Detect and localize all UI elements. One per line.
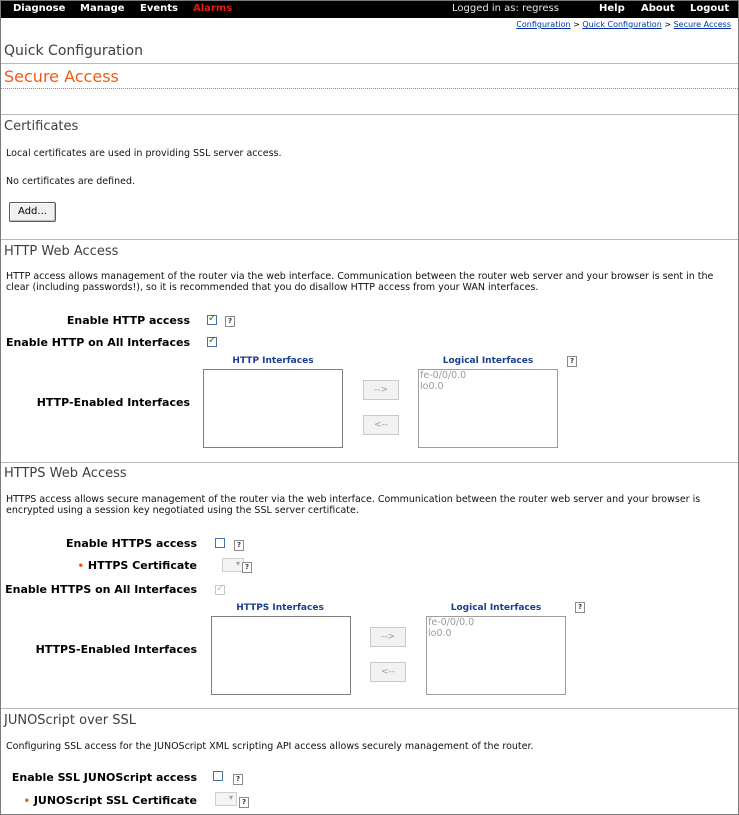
https-enabled-interfaces-label: HTTPS-Enabled Interfaces bbox=[35, 643, 197, 656]
enable-http-checkbox[interactable] bbox=[207, 315, 217, 325]
certificates-description: Local certificates are used in providing SSL server access. bbox=[6, 148, 282, 159]
menu-events[interactable]: Events bbox=[140, 3, 178, 14]
https-certificate-label bbox=[1, 559, 197, 572]
certificates-heading: Certificates bbox=[4, 119, 79, 134]
https-certificate-select[interactable] bbox=[222, 558, 244, 572]
menu-diagnose[interactable]: Diagnose bbox=[13, 3, 66, 14]
enable-https-all-label: Enable HTTPS on All Interfaces bbox=[5, 583, 197, 596]
https-logical-interfaces-list[interactable] bbox=[426, 616, 566, 695]
page-subtitle: Secure Access bbox=[4, 67, 119, 86]
about-link[interactable]: About bbox=[641, 3, 675, 14]
https-logical-interfaces-header: Logical Interfaces bbox=[450, 603, 542, 613]
breadcrumb-quick-configuration[interactable]: Quick Configuration bbox=[582, 20, 662, 29]
add-certificate-button[interactable]: Add... bbox=[9, 202, 56, 222]
title-divider bbox=[1, 63, 738, 64]
list-item[interactable]: lo0.0 bbox=[428, 628, 452, 639]
enable-http-all-checkbox[interactable] bbox=[207, 337, 217, 347]
required-marker: • bbox=[77, 561, 85, 572]
certificates-status: No certificates are defined. bbox=[6, 176, 136, 187]
enable-http-all-label: Enable HTTP on All Interfaces bbox=[6, 336, 190, 349]
help-icon[interactable]: ? bbox=[567, 356, 577, 367]
enable-https-checkbox[interactable] bbox=[215, 538, 225, 548]
section-divider bbox=[1, 114, 738, 115]
help-link[interactable]: Help bbox=[599, 3, 625, 14]
menu-manage[interactable]: Manage bbox=[80, 3, 125, 14]
https-description: HTTPS access allows secure management of the router via the web interface. Communication between the router web server and your browser is encrypted using a session key negotiated using the SSL server certificate. bbox=[6, 494, 701, 516]
https-heading: HTTPS Web Access bbox=[4, 466, 127, 481]
subtitle-divider bbox=[1, 88, 738, 89]
menu-alarms[interactable]: Alarms bbox=[193, 3, 233, 14]
help-icon[interactable]: ? bbox=[575, 602, 585, 613]
breadcrumb-separator: > bbox=[573, 20, 580, 29]
http-logical-interfaces-list[interactable] bbox=[418, 369, 558, 448]
junoscript-certificate-select[interactable] bbox=[215, 792, 237, 806]
http-enabled-interfaces-label: HTTP-Enabled Interfaces bbox=[36, 396, 190, 409]
top-navigation-bar bbox=[1, 1, 738, 18]
junoscript-certificate-text: JUNOScript SSL Certificate bbox=[33, 794, 197, 807]
help-icon[interactable]: ? bbox=[234, 540, 244, 551]
http-description: HTTP access allows management of the router via the web interface. Communication between the router web server and your browser is sent in the clear (including passwords!), so it is recommended that you do disallow HTTP access from your WAN interfaces. bbox=[6, 271, 714, 293]
breadcrumb-separator: > bbox=[664, 20, 672, 29]
enable-http-label: Enable HTTP access bbox=[66, 314, 190, 327]
page-title: Quick Configuration bbox=[4, 43, 143, 59]
breadcrumb-configuration[interactable]: Configuration bbox=[516, 20, 571, 29]
logged-in-text: Logged in as: regress bbox=[452, 3, 559, 14]
junoscript-heading: JUNOScript over SSL bbox=[4, 713, 137, 728]
https-certificate-text: HTTPS Certificate bbox=[87, 559, 197, 572]
list-item[interactable]: fe-0/0/0.0 bbox=[420, 370, 467, 381]
http-remove-interface-button[interactable]: <-- bbox=[363, 415, 399, 435]
enable-https-label: Enable HTTPS access bbox=[65, 537, 197, 550]
list-item[interactable]: fe-0/0/0.0 bbox=[428, 617, 475, 628]
help-icon[interactable]: ? bbox=[233, 774, 243, 785]
http-interfaces-list[interactable] bbox=[203, 369, 343, 448]
section-divider bbox=[1, 239, 738, 240]
breadcrumb bbox=[516, 20, 731, 29]
http-logical-interfaces-header: Logical Interfaces bbox=[442, 356, 534, 366]
help-icon[interactable]: ? bbox=[239, 797, 249, 808]
enable-ssl-junoscript-checkbox[interactable] bbox=[213, 771, 223, 781]
junoscript-certificate-label bbox=[1, 794, 197, 807]
section-divider bbox=[1, 462, 738, 463]
https-interfaces-header: HTTPS Interfaces bbox=[236, 603, 324, 613]
http-add-interface-button[interactable]: --> bbox=[363, 380, 399, 400]
https-interfaces-list[interactable] bbox=[211, 616, 351, 695]
help-icon[interactable]: ? bbox=[225, 316, 235, 327]
breadcrumb-secure-access[interactable]: Secure Access bbox=[673, 20, 731, 29]
logout-link[interactable]: Logout bbox=[690, 3, 730, 14]
enable-ssl-junoscript-label: Enable SSL JUNOScript access bbox=[11, 771, 197, 784]
http-interfaces-header: HTTP Interfaces bbox=[232, 356, 314, 366]
https-add-interface-button[interactable]: --> bbox=[370, 627, 406, 647]
http-heading: HTTP Web Access bbox=[4, 244, 119, 259]
required-marker: • bbox=[23, 796, 30, 807]
help-icon[interactable]: ? bbox=[242, 562, 252, 573]
https-remove-interface-button[interactable]: <-- bbox=[370, 662, 406, 682]
section-divider bbox=[1, 708, 738, 709]
enable-https-all-checkbox[interactable] bbox=[215, 585, 225, 595]
junoscript-description: Configuring SSL access for the JUNOScript XML scripting API access allows securely management of the router. bbox=[6, 741, 534, 752]
list-item[interactable]: lo0.0 bbox=[420, 381, 444, 392]
